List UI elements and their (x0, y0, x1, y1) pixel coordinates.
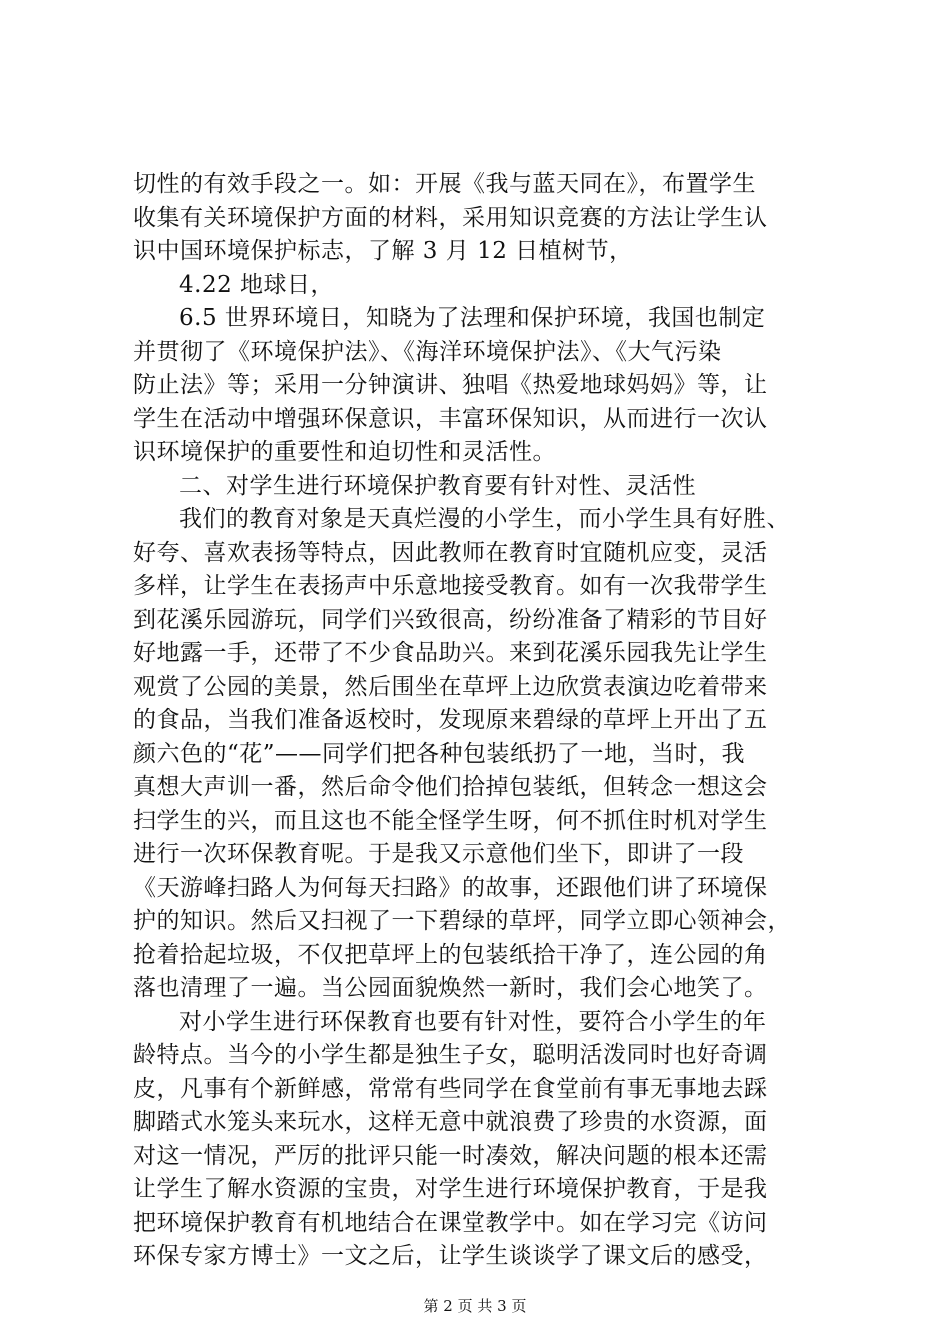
page-footer: 第 2 页 共 3 页 (423, 1297, 527, 1315)
text-line: 到花溪乐园游玩，同学们兴致很高，纷纷准备了精彩的节目好 (133, 606, 768, 633)
text-line: 让学生了解水资源的宝贵，对学生进行环境保护教育，于是我 (133, 1176, 768, 1202)
document-body (133, 168, 833, 1274)
text-line: 把环境保护教育有机地结合在课堂教学中。如在学习完《访问 (133, 1209, 768, 1236)
text-line: 落也清理了一遍。当公园面貌焕然一新时，我们会心地笑了。 (133, 975, 768, 1001)
text-line: 防止法》等；采用一分钟演讲、独唱《热爱地球妈妈》等，让 (133, 372, 768, 398)
text-line: 好夸、喜欢表扬等特点，因此教师在教育时宜随机应变，灵活 (133, 539, 768, 566)
text-line: 二、对学生进行环境保护教育要有针对性、灵活性 (179, 472, 696, 499)
text-line: 我们的教育对象是天真烂漫的小学生，而小学生具有好胜、 (179, 506, 790, 532)
text-line: 皮，凡事有个新鲜感，常常有些同学在食堂前有事无事地去踩 (133, 1075, 768, 1102)
text-line: 切性的有效手段之一。如：开展《我与蓝天同在》，布置学生 (133, 171, 756, 197)
text-line: 好地露一手，还带了不少食品助兴。来到花溪乐园我先让学生 (133, 640, 768, 666)
text-line: 并贯彻了《环境保护法》、《海洋环境保护法》、《大气污染 (133, 338, 722, 365)
text-line: 颜六色的“花”——同学们把各种包装纸扔了一地，当时，我 (133, 740, 746, 767)
text-line: 的食品，当我们准备返校时，发现原来碧绿的草坪上开出了五 (133, 707, 768, 733)
text-line: 环保专家方博士》一文之后，让学生谈谈学了课文后的感受， (133, 1243, 768, 1269)
text-line: 识中国环境保护标志，了解 3 月 12 日植树节， (133, 238, 633, 264)
text-line: 识环境保护的重要性和迫切性和灵活性。 (133, 439, 556, 465)
text-line: 进行一次环保教育呢。于是我又示意他们坐下，即讲了一段 (133, 841, 744, 867)
text-line: 护的知识。然后又扫视了一下碧绿的草坪，同学立即心领神会， (133, 908, 791, 934)
text-line: 对这一情况，严厉的批评只能一时凑效，解决问题的根本还需 (133, 1142, 768, 1169)
text-line: 真想大声训一番，然后命令他们拾掉包装纸，但转念一想这会 (133, 774, 768, 800)
text-line: 学生在活动中增强环保意识，丰富环保知识，从而进行一次认 (133, 405, 768, 432)
text-line: 6.5 世界环境日，知晓为了法理和保护环境，我国也制定 (179, 305, 766, 331)
text-line: 《天游峰扫路人为何每天扫路》的故事，还跟他们讲了环境保 (133, 874, 768, 901)
text-line: 抢着拾起垃圾，不仅把草坪上的包装纸拾干净了，连公园的角 (133, 941, 768, 968)
text-line: 观赏了公园的美景，然后围坐在草坪上边欣赏表演边吃着带来 (133, 673, 768, 700)
text-line: 脚踏式水笼头来玩水，这样无意中就浪费了珍贵的水资源，面 (133, 1109, 768, 1135)
text-line: 龄特点。当今的小学生都是独生子女，聪明活泼同时也好奇调 (133, 1042, 768, 1068)
text-line: 多样，让学生在表扬声中乐意地接受教育。如有一次我带学生 (133, 573, 768, 599)
text-line: 对小学生进行环保教育也要有针对性，要符合小学生的年 (179, 1008, 767, 1035)
text-line: 收集有关环境保护方面的材料，采用知识竞赛的方法让学生认 (133, 204, 768, 231)
text-line: 4.22 地球日， (179, 271, 335, 298)
text-line: 扫学生的兴，而且这也不能全怪学生呀，何不抓住时机对学生 (133, 807, 768, 834)
